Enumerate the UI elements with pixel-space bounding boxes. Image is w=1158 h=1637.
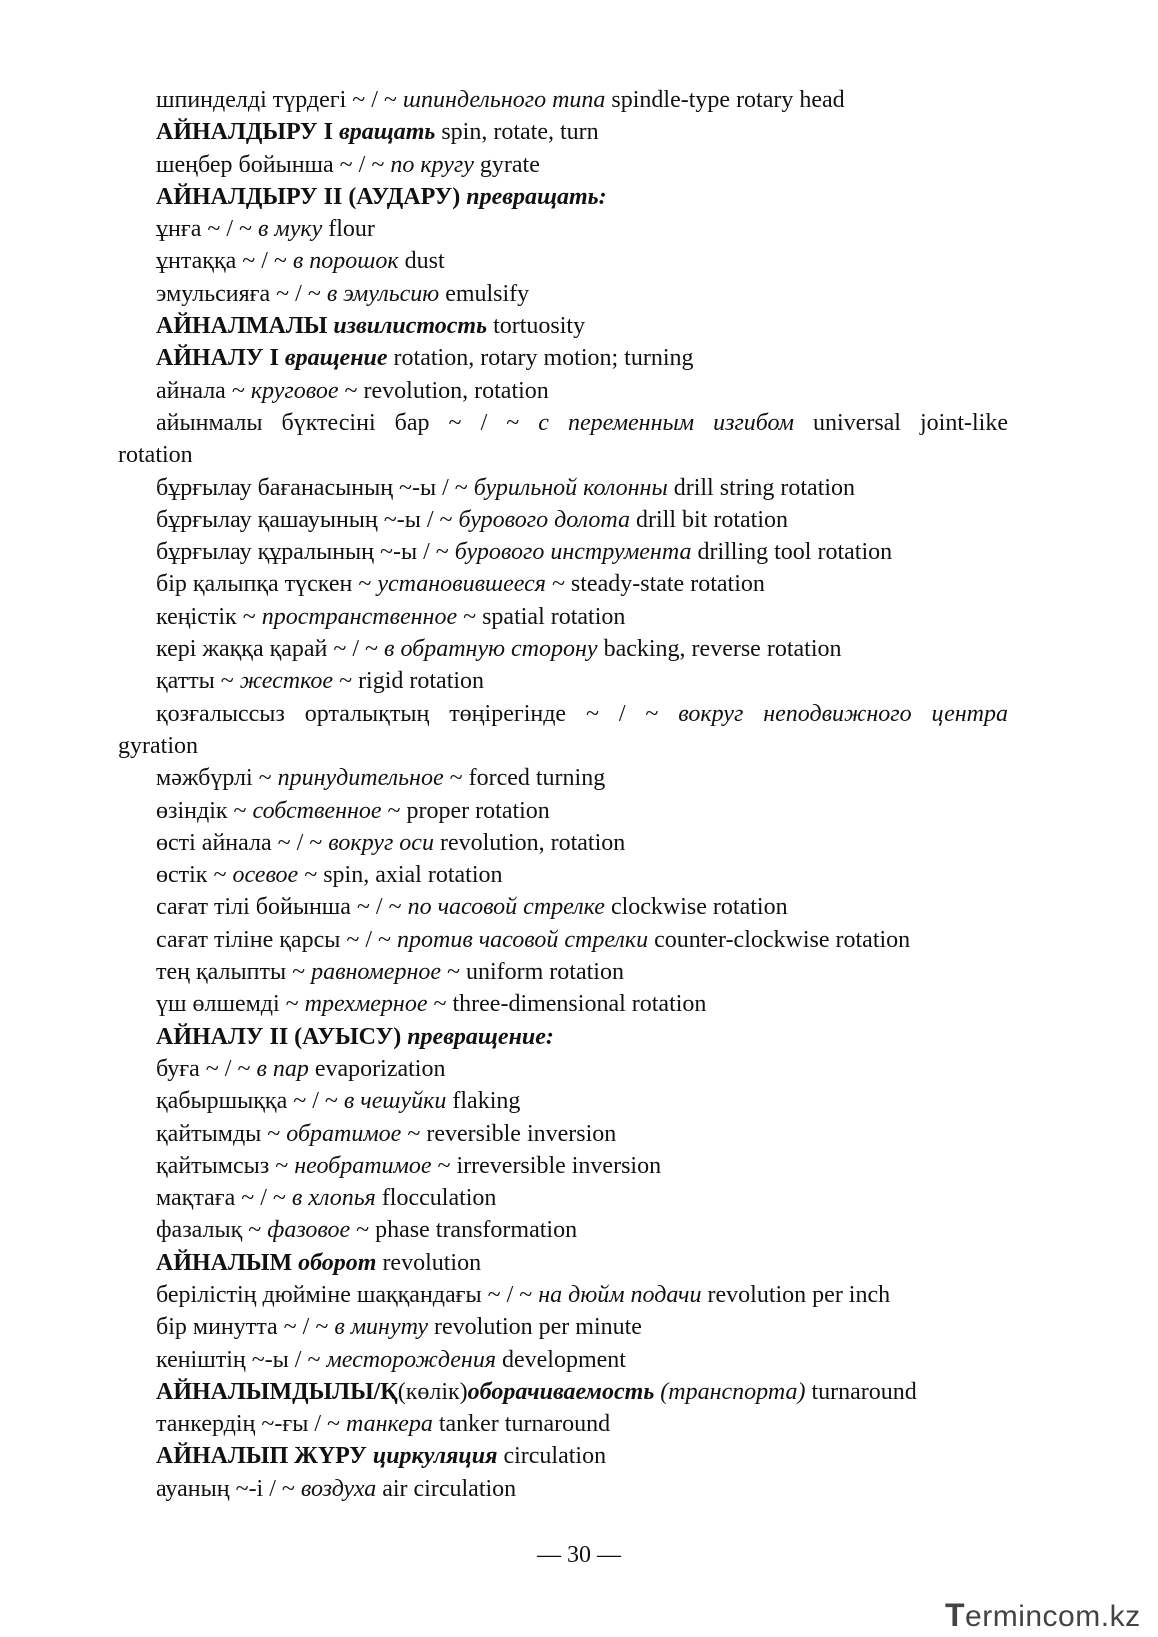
entry-line (118, 633, 1008, 665)
entry-line (118, 1214, 1008, 1246)
entry-text: бұрғылау бағанасының ~-ы / ~ (156, 474, 474, 501)
entry-text: сағат тілі бойынша ~ / ~ (156, 894, 408, 921)
entry-text: dust (398, 248, 445, 275)
entry-line (118, 116, 1008, 148)
entry-text: emulsify (439, 280, 530, 307)
entry-text: clockwise rotation (604, 894, 788, 921)
entry-line (118, 988, 1008, 1020)
entry-line (118, 375, 1008, 407)
entry-line (118, 1376, 1008, 1408)
entry-text: development (495, 1346, 626, 1373)
entry-line (118, 698, 1008, 730)
entry-text: кеңістік ~ (156, 603, 262, 630)
entry-text: қозғалыссыз орталықтың төңірегінде ~ / ~ (156, 700, 679, 727)
entry-text: ~ spatial rotation (457, 603, 626, 630)
entry-text: drill bit rotation (630, 506, 788, 533)
entry-line (118, 568, 1008, 600)
entry-line (118, 1085, 1008, 1117)
entry-text: кеніштің ~-ы / ~ (156, 1346, 327, 1373)
entry-text: ~ phase transformation (350, 1217, 578, 1244)
entry-text: буға ~ / ~ (156, 1055, 257, 1082)
headword: АЙНАЛУ ІІ (АУЫСУ) (156, 1023, 408, 1050)
entry-text: gyrate (473, 151, 540, 178)
entry-line (118, 1473, 1008, 1505)
entry-line (118, 1344, 1008, 1376)
russian-term: вокруг неподвижного центра (678, 700, 1008, 727)
watermark-text: ermincom.kz (965, 1600, 1141, 1633)
headword: АЙНАЛЫМДЫЛЫ/Қ (156, 1378, 398, 1405)
entry-text: үш өлшемді ~ (156, 991, 305, 1018)
russian-term: в хлопья (291, 1185, 376, 1212)
entry-text: counter-clockwise rotation (648, 926, 911, 953)
russian-headword: оборот (298, 1249, 377, 1276)
headword: АЙНАЛДЫРУ ІІ (АУДАРУ) (156, 183, 467, 210)
headword: АЙНАЛЫМ (156, 1249, 299, 1276)
russian-term: бурового инструмента (454, 539, 692, 566)
russian-term: в муку (257, 216, 323, 243)
entry-text: тең қалыпты ~ (156, 959, 312, 986)
entry-line (118, 795, 1008, 827)
entry-text: circulation (497, 1443, 607, 1470)
russian-term: пространственное (261, 603, 458, 630)
russian-term: против часовой стрелки (396, 926, 649, 953)
entry-line (118, 1279, 1008, 1311)
entry-text: ~ forced turning (443, 765, 606, 792)
russian-term: осевое (232, 862, 299, 889)
entry-line (118, 1021, 1008, 1053)
russian-term: собственное (252, 797, 382, 824)
entry-text: өсті айнала ~ / ~ (156, 829, 329, 856)
russian-term: установившееся (377, 571, 546, 598)
entry-text: rotation, rotary motion; turning (387, 345, 694, 372)
entry-text: air circulation (376, 1475, 517, 1502)
entry-text: ~ proper rotation (381, 797, 550, 824)
entry-text: ауаның ~-і / ~ (156, 1475, 301, 1502)
entry-text: айнала ~ (156, 377, 251, 404)
entry-text: айынмалы бүктесіні бар ~ / ~ (156, 409, 539, 436)
entry-line (118, 213, 1008, 245)
entry-line (118, 891, 1008, 923)
entry-line (118, 181, 1008, 213)
entry-line (118, 730, 1008, 762)
entry-line (118, 601, 1008, 633)
entry-line (118, 762, 1008, 794)
entry-line (118, 407, 1008, 439)
russian-term: бурильной колонны (473, 474, 668, 501)
russian-term: вокруг оси (328, 829, 434, 856)
entry-text: ~ revolution, rotation (338, 377, 549, 404)
entry-text: ~ reversible inversion (401, 1120, 617, 1147)
entry-line (118, 1247, 1008, 1279)
entry-line (118, 1408, 1008, 1440)
entry-text: шпинделді түрдегі ~ / ~ (156, 87, 403, 113)
page-number: — 30 — (537, 1542, 621, 1568)
russian-term: обратимое (286, 1120, 402, 1147)
entry-text: revolution per inch (701, 1281, 891, 1308)
russian-term: бурового долота (458, 506, 630, 533)
entry-text: фазалық ~ (156, 1217, 268, 1244)
entry-text: revolution per minute (428, 1314, 642, 1341)
entry-text: flaking (446, 1088, 521, 1115)
entry-text: flocculation (375, 1185, 497, 1212)
entry-text: мақтаға ~ / ~ (156, 1185, 292, 1212)
entry-line (118, 1440, 1008, 1472)
entry-text: revolution (376, 1249, 482, 1276)
russian-term: воздуха (300, 1475, 377, 1502)
russian-term: танкера (346, 1411, 433, 1438)
entry-line (118, 149, 1008, 181)
entry-text: drilling tool rotation (691, 539, 893, 566)
entry-text: бір минутта ~ / ~ (156, 1314, 335, 1341)
entry-line (118, 665, 1008, 697)
entry-text: ұнға ~ / ~ (156, 216, 258, 243)
entry-line (118, 956, 1008, 988)
russian-headword: превращать: (466, 183, 607, 210)
russian-term: шпиндельного типа (402, 87, 606, 113)
russian-term: круговое (250, 377, 339, 404)
entry-text: ұнтаққа ~ / ~ (156, 248, 293, 275)
russian-headword: вращать (338, 119, 436, 146)
entry-line (118, 472, 1008, 504)
entry-text: ~ irreversible inversion (431, 1152, 662, 1179)
entry-text: tanker turnaround (432, 1411, 611, 1438)
russian-term: в порошок (292, 248, 399, 275)
entry-text: spindle-type rotary head (605, 87, 845, 113)
entry-text: ~ uniform rotation (441, 959, 624, 986)
russian-headword: вращение (284, 345, 388, 372)
russian-term: жесткое (239, 668, 334, 695)
russian-term: по кругу (390, 151, 474, 178)
entry-text: ~ steady-state rotation (545, 571, 765, 598)
russian-term: в эмульсию (326, 280, 440, 307)
entry-text: turnaround (805, 1378, 917, 1405)
watermark-initial: T (945, 1597, 966, 1633)
entry-line (118, 84, 1008, 116)
entry-line (118, 1150, 1008, 1182)
russian-term: в минуту (334, 1314, 428, 1341)
entry-line (118, 1053, 1008, 1085)
entry-text: қатты ~ (156, 668, 240, 695)
entry-line (118, 859, 1008, 891)
dictionary-entries (118, 84, 1008, 1505)
entry-text: бұрғылау құралының ~-ы / ~ (156, 539, 455, 566)
russian-term: в чешуйки (343, 1088, 447, 1115)
entry-line (118, 342, 1008, 374)
entry-text: evaporization (308, 1055, 446, 1082)
entry-text: spin, rotate, turn (435, 119, 599, 146)
entry-line (118, 504, 1008, 536)
entry-line (118, 1182, 1008, 1214)
entry-text: ~ three-dimensional rotation (427, 991, 707, 1018)
entry-text: (көлік) (397, 1378, 468, 1405)
entry-text: өзіндік ~ (156, 797, 253, 824)
entry-line (118, 245, 1008, 277)
russian-headword: оборачиваемость (467, 1378, 655, 1405)
entry-text: сағат тіліне қарсы ~ / ~ (156, 926, 397, 953)
russian-term: в обратную сторону (384, 636, 598, 663)
russian-term: на дюйм подачи (538, 1281, 702, 1308)
russian-term: необратимое (294, 1152, 432, 1179)
entry-line (118, 278, 1008, 310)
russian-headword: превращение: (407, 1023, 554, 1050)
entry-line (118, 1118, 1008, 1150)
entry-text: танкердің ~-ғы / ~ (156, 1411, 346, 1438)
entry-text: ~ spin, axial rotation (298, 862, 503, 889)
russian-term: по часовой стрелке (407, 894, 605, 921)
headword: АЙНАЛУ І (156, 345, 285, 372)
entry-text: бір қалыпқа түскен ~ (156, 571, 378, 598)
entry-text: universal joint-like (793, 409, 1008, 436)
entry-text: revolution, rotation (433, 829, 626, 856)
entry-text: берілістің дюйміне шаққандағы ~ / ~ (156, 1281, 539, 1308)
entry-line (118, 310, 1008, 342)
entry-text: қабыршыққа ~ / ~ (156, 1088, 344, 1115)
entry-text: қайтымсыз ~ (156, 1152, 295, 1179)
entry-text: ~ rigid rotation (333, 668, 485, 695)
watermark-logo (945, 1597, 1141, 1634)
russian-term: принудительное (277, 765, 444, 792)
entry-line (118, 439, 1008, 471)
russian-term: месторождения (326, 1346, 496, 1373)
entry-text: flour (322, 216, 375, 243)
entry-text: tortuosity (487, 313, 586, 340)
entry-text: шеңбер бойынша ~ / ~ (156, 151, 391, 178)
russian-term: в пар (256, 1055, 309, 1082)
entry-text: өстік ~ (156, 862, 233, 889)
russian-headword: циркуляция (372, 1443, 498, 1470)
entry-text: rotation (118, 442, 193, 469)
entry-text: эмульсияға ~ / ~ (156, 280, 327, 307)
headword: АЙНАЛДЫРУ І (156, 119, 339, 146)
russian-term: фазовое (267, 1217, 351, 1244)
entry-line (118, 924, 1008, 956)
russian-term: с переменным изгибом (538, 409, 794, 436)
entry-text: кері жаққа қарай ~ / ~ (156, 636, 385, 663)
headword: АЙНАЛМАЛЫ (156, 313, 334, 340)
entry-line (118, 827, 1008, 859)
headword: АЙНАЛЫП ЖҮРУ (156, 1443, 373, 1470)
entry-line (118, 1311, 1008, 1343)
russian-term: (транспорта) (654, 1378, 806, 1405)
russian-term: равномерное (311, 959, 441, 986)
entry-text: мәжбүрлі ~ (156, 765, 278, 792)
russian-term: трехмерное (304, 991, 428, 1018)
russian-headword: извилистость (333, 313, 488, 340)
entry-text: бұрғылау қашауының ~-ы / ~ (156, 506, 459, 533)
entry-line (118, 536, 1008, 568)
entry-text: қайтымды ~ (156, 1120, 287, 1147)
entry-text: gyration (118, 732, 198, 759)
entry-text: drill string rotation (667, 474, 856, 501)
entry-text: backing, reverse rotation (597, 636, 842, 663)
